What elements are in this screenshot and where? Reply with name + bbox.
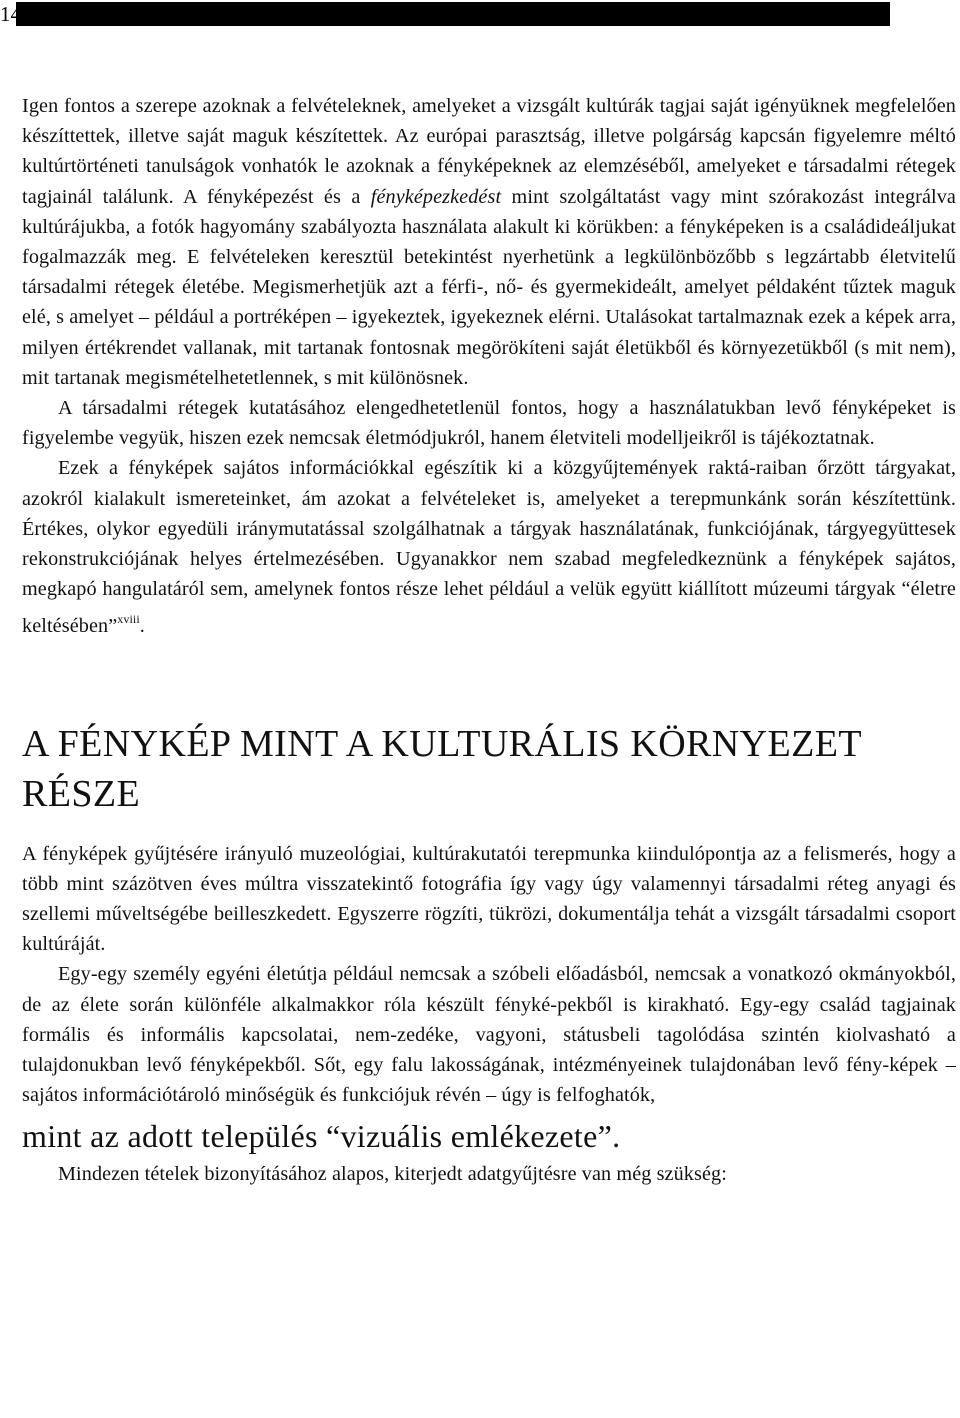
- paragraph-3: [22, 453, 956, 641]
- paragraph-3-text: Ezek a fényképek sajátos információkkal egészítik ki a közgyűjtemények raktá-raiban őrzött tárgyakat, azokról kialakult ismereteinket, ám azokat a felvételeket is, amelyeket a terepmunkánk során készítettünk. Értékes, olykor egyedüli iránymutatással szolgálhatnak a tárgyak használatának, funkciójának, tárgyegyüttesek rekonstrukciójának helyes értelmezésében. Ugyanakkor nem szabad megfeledkeznünk a fényképek sajátos, megkapó hangulatáról sem, amelynek fontos része lehet például a velük együtt kiállított múzeumi tárgyak “életre keltésében”: [22, 457, 956, 638]
- paragraph-1: [22, 91, 956, 393]
- header-bar: [16, 2, 890, 26]
- emphasized-line: mint az adott település “vizuális emlékezete”.: [22, 1118, 621, 1155]
- paragraph-1-text-a: Igen fontos a szerepe azoknak a felvételeknek, amelyeket a vizsgált kultúrák tagjai saját igényüknek megfelelően készíttettek, illetve saját maguk készítettek. Az európai parasztság, illetve polgárság kapcsán figyelemre méltó kultúrtörténeti tanulságok vonhatók le azoknak a fényképeknek az elemzéséből, amelyeket e társadalmi rétegek tagjainál találunk. A fényképezést és a: [22, 95, 956, 208]
- paragraph-3-end: .: [139, 615, 145, 638]
- page-content: [22, 91, 956, 1189]
- paragraph-4: A fényképek gyűjtésére irányuló muzeológiai, kultúrakutatói terepmunka kiindulópontja az a felismerés, hogy a több mint százötven éves múltra visszatekintő fotográfia így vagy úgy valamennyi társadalmi réteg anyagi és szellemi műveltségébe beilleszkedett. Egyszerre rögzíti, tükrözi, dokumentálja tehát a vizsgált társadalmi csoport kultúráját.: [22, 842, 956, 956]
- endnote-reference[interactable]: xviii: [117, 612, 140, 627]
- paragraph-6: Mindezen tételek bizonyításához alapos, kiterjedt adatgyűjtésre van még szükség:: [58, 1163, 727, 1186]
- section-heading: A FÉNYKÉP MINT A KULTURÁLIS KÖRNYEZET RÉSZE: [22, 722, 862, 815]
- paragraph-5: Egy-egy személy egyéni életútja például nemcsak a szóbeli előadásból, nemcsak a vonatkozó okmányokból, de az élete során különféle alkalmakkor róla készült fényké-pekből is kirakható. Egy-egy család tagjainak formális és informális kapcsolatai, nem-zedéke, vagyoni, státusbeli tagolódása szintén kiolvasható a tulajdonukban levő fényképekből. Sőt, egy falu lakosságának, intézményeinek tulajdonában levő fény-képek – sajátos információtároló minőségük és funkciójuk révén – úgy is felfoghatók,: [22, 963, 956, 1107]
- paragraph-2: A társadalmi rétegek kutatásához elengedhetetlenül fontos, hogy a használatukban levő fényképeket is figyelembe vegyük, hiszen ezek nemcsak életmódjukról, hanem életviteli modelljeikről is tájékoztatnak.: [22, 397, 956, 450]
- paragraph-1-italic-term: fényképezkedést: [370, 185, 502, 208]
- page-number: 14: [0, 2, 21, 26]
- paragraph-1-text-b: mint szolgáltatást vagy mint szórakozást integrálva kultúrájukba, a fotók hagyomány szabályozta használata alakult ki körükben: a fényképeken is a családideáljukat fogalmazzák meg. E felvételeken keresztül betekintést nyerhetünk a legkülönbözőbb s legzártabb életvitelű társadalmi rétegek életébe. Megismerhetjük azt a férfi-, nő- és gyermekideált, amelyet példaként tűztek maguk elé, s amelyet – például a portréképen – igyekeztek, igyekeznek elérni. Utalásokat tartalmaznak ezek a képek arra, milyen értékrendet vallanak, mit tartanak fontosnak megörökíteni saját életükből és környezetükből (s mit nem), mit tartanak megismételhetetlennek, s mit különösnek.: [22, 185, 956, 389]
